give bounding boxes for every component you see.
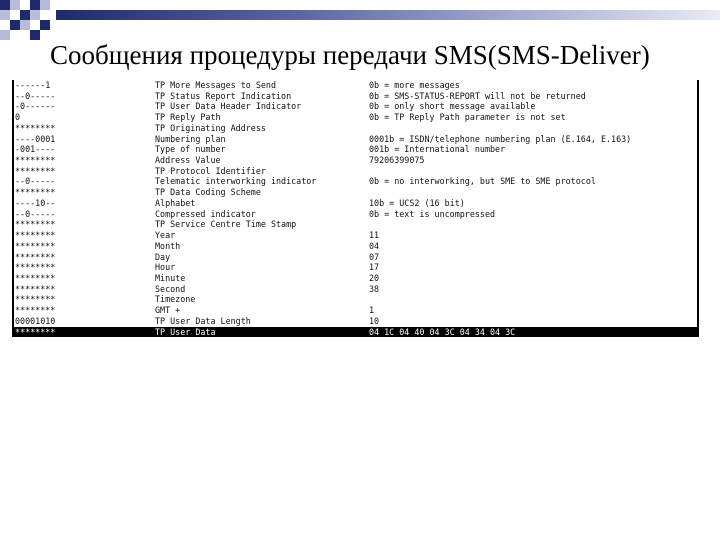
table-row[interactable] — [14, 80, 697, 91]
table-row[interactable] — [14, 209, 697, 220]
bits-cell: --0----- — [15, 90, 56, 101]
field-value-cell: 0b = SMS-STATUS-REPORT will not be returned — [369, 90, 586, 101]
bits-cell: ******** — [15, 272, 56, 283]
table-row[interactable] — [14, 241, 697, 252]
field-name-cell: TP More Messages to Send — [155, 80, 277, 90]
field-name-cell: Month — [155, 240, 181, 251]
field-name-cell: TP Status Report Indication — [155, 90, 292, 101]
table-row[interactable] — [14, 305, 697, 316]
bits-cell: ******** — [15, 219, 56, 230]
table-row[interactable] — [14, 316, 697, 327]
field-value-cell: 0b = text is uncompressed — [369, 208, 496, 219]
bits-cell: 0 — [15, 112, 21, 123]
field-value-cell: 38 — [369, 283, 380, 294]
field-value-cell: 10 — [369, 315, 380, 326]
checker-pattern-icon — [0, 0, 60, 40]
table-row[interactable] — [14, 187, 697, 198]
bits-cell: ----10-- — [15, 197, 56, 208]
field-name-cell: Day — [155, 251, 171, 262]
field-name-cell: Timezone — [155, 294, 196, 305]
table-row[interactable] — [14, 134, 697, 145]
field-name-cell: Address Value — [155, 155, 221, 166]
bits-cell: ----0001 — [15, 133, 56, 144]
table-row[interactable] — [14, 166, 697, 177]
table-row[interactable] — [14, 273, 697, 284]
field-value-cell: 11 — [369, 230, 380, 241]
bits-cell: --0----- — [15, 176, 56, 187]
bits-cell: ******** — [15, 262, 56, 273]
field-name-cell: Telematic interworking indicator — [155, 176, 317, 187]
field-value-cell: 0b = only short message available — [369, 101, 536, 112]
table-row[interactable] — [14, 198, 697, 209]
bits-cell: ******** — [15, 326, 56, 337]
field-value-cell: 79206399075 — [369, 155, 425, 166]
header-gradient-bar — [56, 10, 720, 20]
bits-cell: ******** — [15, 240, 56, 251]
table-row[interactable] — [14, 294, 697, 305]
field-value-cell: 0b = no interworking, but SME to SME protocol — [369, 176, 596, 187]
table-row[interactable] — [14, 327, 697, 337]
field-name-cell: Hour — [155, 262, 176, 273]
field-value-cell: 17 — [369, 262, 380, 273]
bits-cell: ******** — [15, 155, 56, 166]
bits-cell: ******** — [15, 230, 56, 241]
field-value-cell: 04 1C 04 40 04 3C 04 34 04 3C — [369, 326, 516, 337]
bits-cell: ------1 — [15, 80, 51, 90]
field-name-cell: TP Service Centre Time Stamp — [155, 219, 297, 230]
field-name-cell: Type of number — [155, 144, 226, 155]
table-row[interactable] — [14, 155, 697, 166]
bits-cell: -0------ — [15, 101, 56, 112]
field-name-cell: TP User Data Header Indicator — [155, 101, 302, 112]
bits-cell: ******** — [15, 187, 56, 198]
field-name-cell: Year — [155, 230, 176, 241]
field-value-cell: 1 — [369, 305, 375, 316]
field-name-cell: Second — [155, 283, 186, 294]
bits-cell: ******** — [15, 294, 56, 305]
field-name-cell: TP User Data — [155, 326, 216, 337]
table-row[interactable] — [14, 176, 697, 187]
table-row[interactable] — [14, 112, 697, 123]
bits-cell: 00001010 — [15, 315, 56, 326]
field-value-cell: 0b = TP Reply Path parameter is not set — [369, 112, 566, 123]
field-name-cell: TP Data Coding Scheme — [155, 187, 261, 198]
table-row[interactable] — [14, 91, 697, 102]
field-value-cell: 001b = International number — [369, 144, 506, 155]
field-value-cell: 10b = UCS2 (16 bit) — [369, 197, 465, 208]
table-row[interactable] — [14, 144, 697, 155]
table-row[interactable] — [14, 284, 697, 295]
bits-cell: ******** — [15, 165, 56, 176]
field-value-cell: 0001b = ISDN/telephone numbering plan (E.164, E.163) — [369, 133, 632, 144]
field-value-cell: 04 — [369, 240, 380, 251]
bits-cell: --0----- — [15, 208, 56, 219]
bits-cell: ******** — [15, 283, 56, 294]
field-name-cell: TP Reply Path — [155, 112, 221, 123]
bits-cell: -001---- — [15, 144, 56, 155]
bits-cell: ******** — [15, 305, 56, 316]
field-name-cell: TP Originating Address — [155, 122, 266, 133]
field-value-cell: 0b = more messages — [369, 80, 460, 90]
field-name-cell: TP Protocol Identifier — [155, 165, 266, 176]
table-row[interactable] — [14, 230, 697, 241]
field-name-cell: Minute — [155, 272, 186, 283]
field-value-cell: 07 — [369, 251, 380, 262]
field-name-cell: TP User Data Length — [155, 315, 251, 326]
table-row[interactable] — [14, 252, 697, 263]
field-value-cell: 20 — [369, 272, 380, 283]
table-row[interactable] — [14, 101, 697, 112]
field-name-cell: Compressed indicator — [155, 208, 256, 219]
table-row[interactable] — [14, 262, 697, 273]
table-row[interactable] — [14, 219, 697, 230]
field-name-cell: Alphabet — [155, 197, 196, 208]
table-row[interactable] — [14, 123, 697, 134]
sms-decode-table — [12, 80, 699, 337]
bits-cell: ******** — [15, 251, 56, 262]
field-name-cell: GMT + — [155, 305, 181, 316]
slide-title: Сообщения процедуры передачи SMS(SMS-Deliver) — [50, 40, 650, 70]
field-name-cell: Numbering plan — [155, 133, 226, 144]
bits-cell: ******** — [15, 122, 56, 133]
